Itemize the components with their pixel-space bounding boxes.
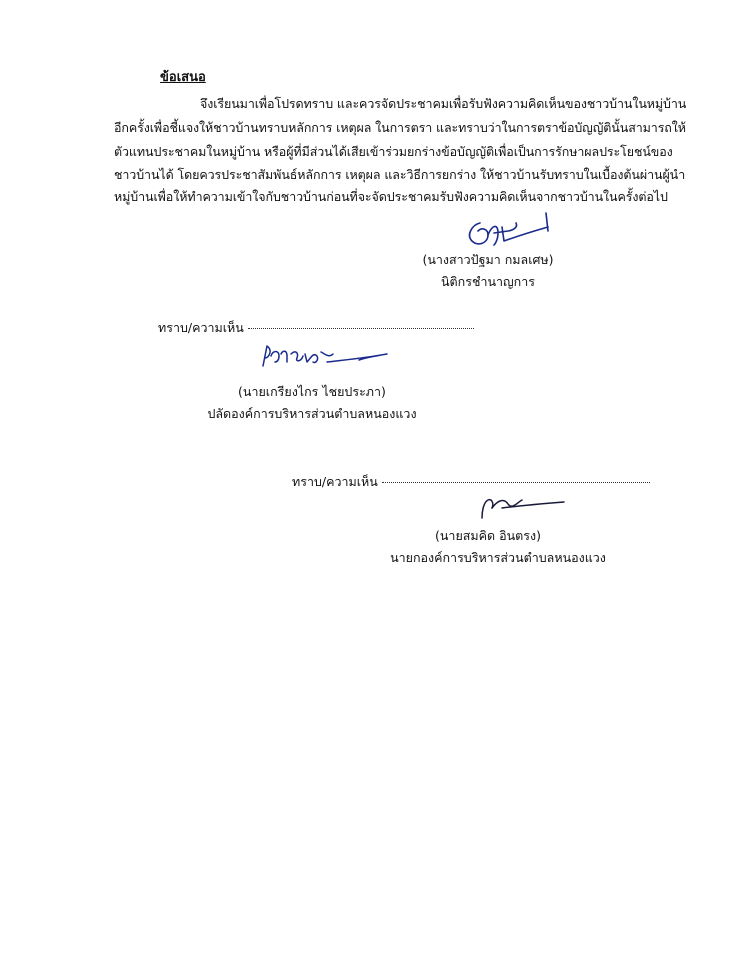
ack-1-label: ทราบ/ความเห็น xyxy=(158,320,244,335)
proposal-line-5: หมู่บ้านเพื่อให้ทำความเข้าใจกับชาวบ้านก่อนที่จะจัดประชาคมรับฟังความคิดเห็นจากชาวบ้านในครั้งต่อไป xyxy=(114,189,668,204)
proposal-line-1: จึงเรียนมาเพื่อโปรดทราบ และควรจัดประชาคมเพื่อรับฟังความคิดเห็นของชาวบ้านในหมู่บ้าน xyxy=(200,96,687,111)
signer-2-name: (นายเกรียงไกร ไชยประภา) xyxy=(238,384,386,399)
ack-2-dotted-field[interactable] xyxy=(382,482,650,483)
signature-3-image xyxy=(478,488,568,524)
signature-1-image xyxy=(458,205,558,251)
signer-1-position: นิติกรชำนาญการ xyxy=(441,274,535,289)
ack-1-dotted-field[interactable] xyxy=(248,328,474,329)
ack-2-line xyxy=(292,472,650,492)
proposal-line-3: ตัวแทนประชาคมในหมู่บ้าน หรือผู้ที่มีส่วนได้เสียเข้าร่วมยกร่างข้อบัญญัติเพื่อเป็นการรักษาผลประโยชน์ของ xyxy=(114,144,673,159)
signer-3-name: (นายสมคิด อินตรง) xyxy=(435,528,541,543)
signature-2-image xyxy=(255,340,395,372)
proposal-line-2: อีกครั้งเพื่อชี้แจงให้ชาวบ้านทราบหลักการ เหตุผล ในการตรา และทราบว่าในการตราข้อบัญญัตินั้นสามารถให้ xyxy=(114,120,686,135)
ack-1-line xyxy=(158,318,474,338)
signer-3-position: นายกองค์การบริหารส่วนตำบลหนองแวง xyxy=(390,550,606,565)
signer-1-name: (นางสาวปัฐมา กมลเศษ) xyxy=(422,252,554,267)
signer-2-position: ปลัดองค์การบริหารส่วนตำบลหนองแวง xyxy=(207,406,417,421)
proposal-heading: ข้อเสนอ xyxy=(160,70,206,85)
ack-2-label: ทราบ/ความเห็น xyxy=(292,474,378,489)
proposal-line-4: ชาวบ้านได้ โดยควรประชาสัมพันธ์หลักการ เหตุผล และวิธีการยกร่าง ให้ชาวบ้านรับทราบในเบื้องต้นผ่านผู้นำ xyxy=(114,167,686,182)
